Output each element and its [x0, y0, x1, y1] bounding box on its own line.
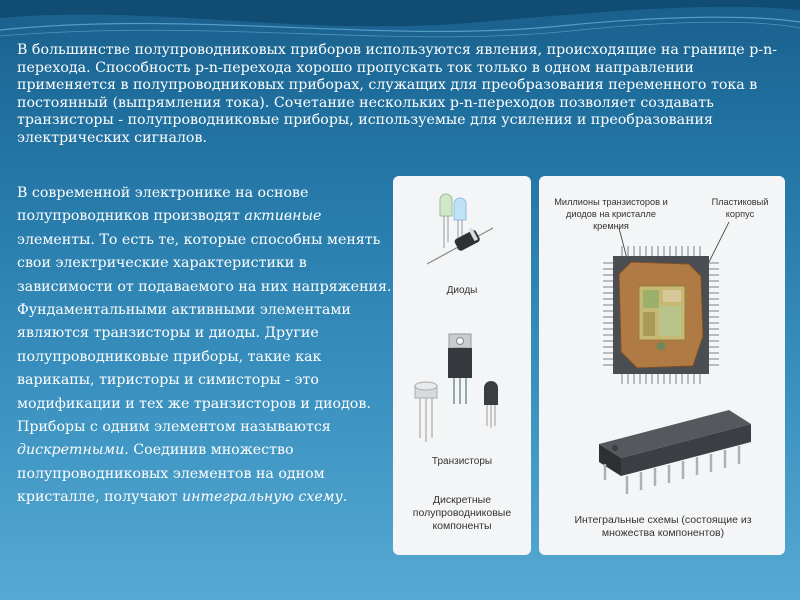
chip-callout-package: Пластиковый корпус: [711, 197, 769, 219]
body-text-4: .: [342, 489, 348, 506]
metal-can-transistor-icon: [415, 382, 437, 442]
intro-paragraph: В большинстве полупроводниковых приборов используются явления, происходящие на границе p-n-перехода. Способность p-n-перехода хорошо пропускать ток только в одном направлении применяется в полупроводниковых приборах, служащих для преобразования переменного тока в постоянный (выпрямления тока). Сочетание нескольких p-n-переходов позволяет создавать транзисторы - полупроводниковые приборы, используемые для усиления и преобразования электрических сигналов.: [17, 42, 778, 146]
emphasis-discrete: дискретными: [17, 442, 125, 459]
diode-icon: [427, 228, 493, 264]
ic-caption: Интегральные схемы (состоящие из множества компонентов): [574, 514, 752, 539]
emphasis-integrated-circuit: интегральную схему: [182, 489, 343, 506]
qfp-chip-icon: [603, 246, 719, 384]
transistors-label: Транзисторы: [431, 456, 493, 467]
diodes-label: Диоды: [446, 285, 478, 296]
integrated-circuits-panel: [539, 176, 785, 555]
discrete-caption: Дискретные полупроводниковые компоненты: [412, 494, 512, 532]
body-text-1: В современной электронике на основе полупроводников производят: [17, 185, 309, 225]
body-text-3: . Соединив множество полупроводниковых элементов на одном кристалле, получают: [17, 442, 325, 506]
emphasis-active: активные: [244, 208, 322, 225]
discrete-components-panel: [393, 176, 531, 555]
small-transistor-icon: [484, 381, 498, 428]
chip-callout-transistors: Миллионы транзисторов и диодов на кристалле кремния: [554, 197, 668, 231]
dip-chip-icon: [599, 410, 751, 494]
power-transistor-icon: [448, 334, 472, 404]
body-text-2: элементы. То есть те, которые способны менять свои электрические характеристики в зависимости от подаваемого на них напряжения. Фундаментальными активными элементами являются транзисторы и диоды. Другие полупроводниковые приборы, такие как варикапы, тиристоры и симисторы - это модификации и тех же транзисторов и диодов. Приборы с одним элементом называются: [17, 231, 392, 436]
integrated-circuits-illustration: [539, 176, 785, 555]
body-paragraph: [17, 182, 392, 510]
